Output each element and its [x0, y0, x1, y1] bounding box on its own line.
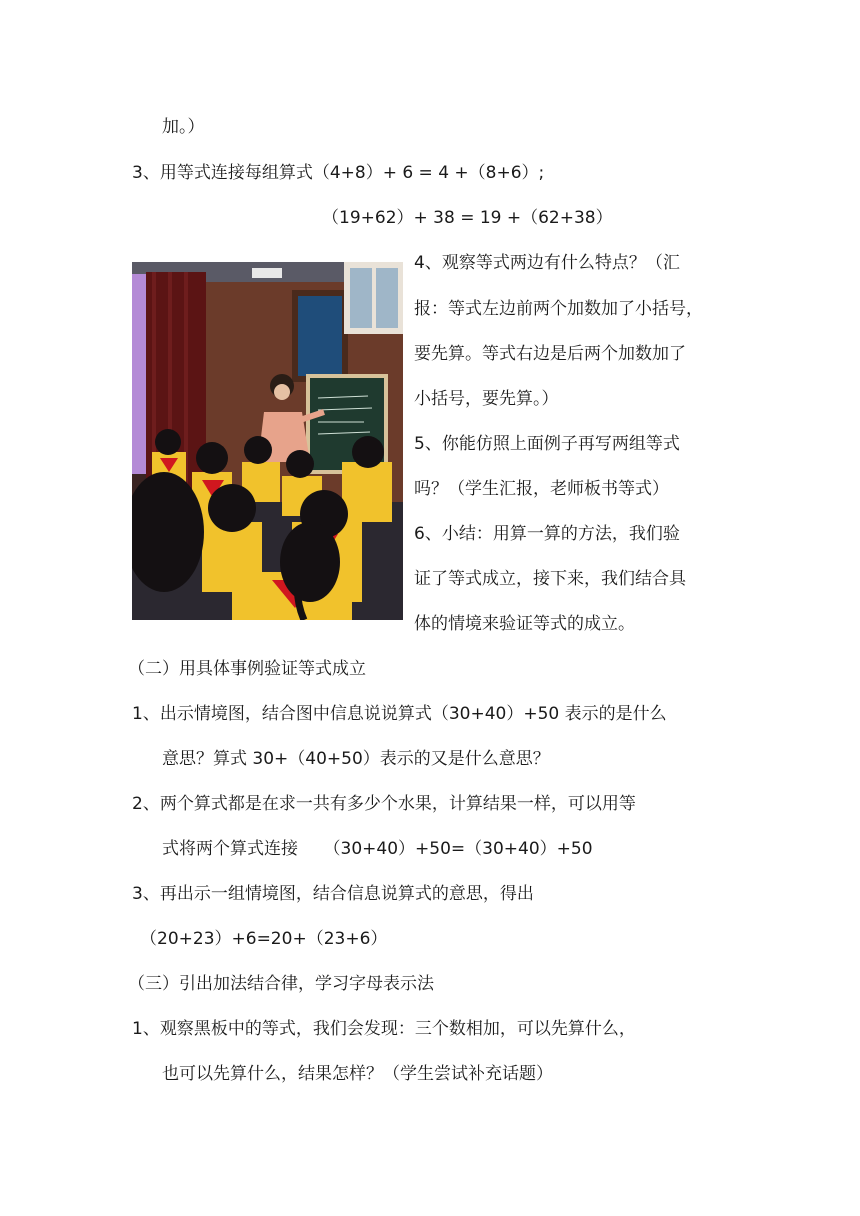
text-line-item-4-cont2: 要先算。等式右边是后两个加数加了 [414, 344, 686, 364]
text-line-s3-item-1-cont: 也可以先算什么，结果怎样？（学生尝试补充话题） [162, 1064, 553, 1084]
section-heading-2: （二）用具体事例验证等式成立 [128, 659, 366, 679]
text-line-item-4: 4、观察等式两边有什么特点？（汇 [414, 253, 680, 273]
classroom-photo [132, 262, 403, 620]
section-heading-3: （三）引出加法结合律，学习字母表示法 [128, 974, 434, 994]
text-line-s2-item-1: 1、出示情境图，结合图中信息说说算式（30+40）+50 表示的是什么 [132, 704, 667, 724]
text-line-s2-item-2: 2、两个算式都是在求一共有多少个水果，计算结果一样，可以用等 [132, 794, 636, 814]
text-line-equation: （19+62）+ 38 = 19 +（62+38） [322, 208, 613, 228]
text-line-s3-item-1: 1、观察黑板中的等式，我们会发现：三个数相加，可以先算什么， [132, 1019, 636, 1039]
text-line-item-4-cont3: 小括号，要先算。） [414, 389, 559, 409]
text-line-continuation: 加。） [162, 117, 205, 137]
text-line-item-4-cont1: 报：等式左边前两个加数加了小括号， [414, 299, 703, 319]
text-line-item-6-cont1: 证了等式成立，接下来，我们结合具 [414, 569, 686, 589]
text-line-s2-item-1-cont: 意思？算式 30+（40+50）表示的又是什么意思？ [162, 749, 550, 769]
text-line-item-5-cont: 吗？（学生汇报，老师板书等式） [414, 479, 669, 499]
text-line-s2-item-3: 3、再出示一组情境图，结合信息说算式的意思，得出 [132, 884, 534, 904]
classroom-illustration [132, 262, 403, 620]
text-line-s2-item-2-cont: 式将两个算式连接 （30+40）+50=（30+40）+50 [162, 839, 593, 859]
text-line-item-3: 3、用等式连接每组算式（4+8）+ 6 = 4 +（8+6）; [132, 163, 545, 183]
text-line-item-6: 6、小结：用算一算的方法，我们验 [414, 524, 680, 544]
text-line-item-5: 5、你能仿照上面例子再写两组等式 [414, 434, 680, 454]
text-line-item-6-cont2: 体的情境来验证等式的成立。 [414, 614, 635, 634]
text-line-s2-item-3-cont: （20+23）+6=20+（23+6） [140, 929, 388, 949]
